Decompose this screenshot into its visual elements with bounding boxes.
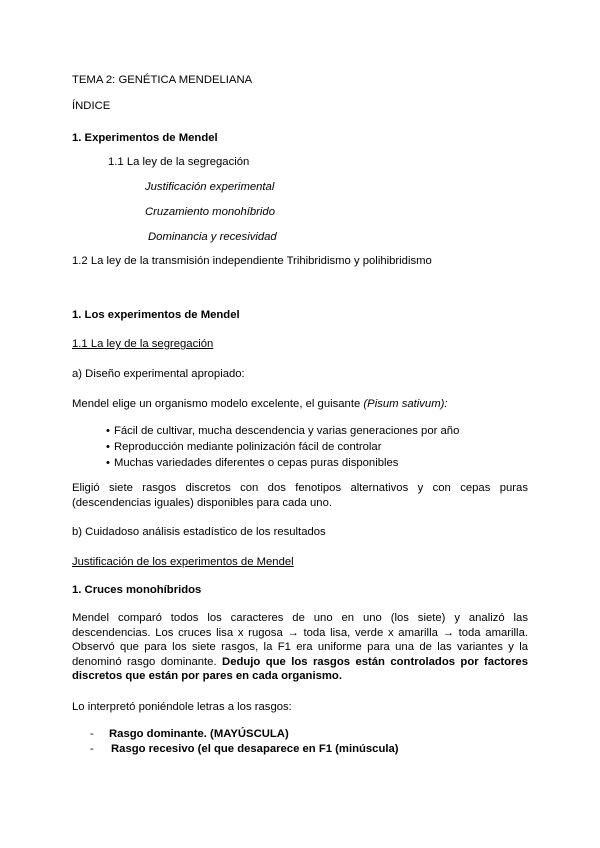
index-subsection-1-1: 1.1 La ley de la segregación bbox=[108, 156, 250, 168]
list-item: • Muchas variedades diferentes o cepas puras disponibles bbox=[106, 455, 459, 471]
index-section-1: 1. Experimentos de Mendel bbox=[72, 132, 218, 144]
organism-latin: (Pisum sativum): bbox=[363, 398, 448, 410]
organism-text: Mendel elige un organismo modelo excelente, el guisante bbox=[72, 398, 364, 410]
index-item-dominance: Dominancia y recesividad bbox=[148, 231, 277, 243]
dominant-item bbox=[90, 727, 490, 741]
subsection-heading: 1.1 La ley de la segregación bbox=[72, 338, 214, 350]
list-item: • Fácil de cultivar, mucha descendencia y varias generaciones por año bbox=[106, 423, 459, 439]
crosses-text: Mendel comparó todos los caracteres de uno en uno (los siete) y analizó las descendencias. Los cruces lisa x rugosa → toda lisa, verde x amarilla → toda amarilla. Observó que para los siete rasgos, la F1 era uniforme para una de las variantes y la denominó rasgo dominante. bbox=[72, 612, 528, 668]
crosses-paragraph bbox=[72, 611, 528, 684]
index-heading: ÍNDICE bbox=[72, 100, 111, 112]
pea-advantages-list bbox=[106, 423, 459, 471]
crosses-conclusion: Dedujo que los rasgos están controlados por factores discretos que están por pares en cada organismo. bbox=[72, 655, 529, 682]
index-subsection-1-2: 1.2 La ley de la transmisión independiente Trihibridismo y polihibridismo bbox=[72, 255, 432, 267]
list-item: • Reproducción mediante polinización fácil de controlar bbox=[106, 439, 459, 455]
index-item-monohybrid: Cruzamiento monohíbrido bbox=[145, 206, 275, 218]
crosses-heading: 1. Cruces monohíbridos bbox=[72, 584, 202, 596]
organism-line bbox=[72, 397, 448, 411]
section-heading: 1. Los experimentos de Mendel bbox=[72, 309, 240, 321]
index-item-justification: Justificación experimental bbox=[145, 181, 275, 193]
dash-mark: - bbox=[90, 743, 94, 755]
point-a: a) Diseño experimental apropiado: bbox=[72, 368, 245, 380]
recessive-item bbox=[90, 742, 490, 756]
letters-intro: Lo interpretó poniéndole letras a los rasgos: bbox=[72, 701, 292, 713]
recessive-text: Rasgo recesivo (el que desaparece en F1 (minúscula) bbox=[111, 743, 399, 755]
dominant-text: Rasgo dominante. (MAYÚSCULA) bbox=[109, 728, 289, 740]
point-b: b) Cuidadoso análisis estadístico de los resultados bbox=[72, 526, 326, 538]
traits-paragraph: Eligió siete rasgos discretos con dos fenotipos alternativos y con cepas puras (descendencias iguales) disponibles para cada uno. bbox=[72, 482, 528, 509]
dash-mark: - bbox=[90, 728, 94, 740]
justification-heading: Justificación de los experimentos de Mendel bbox=[72, 556, 294, 568]
page-title: TEMA 2: GENÉTICA MENDELIANA bbox=[72, 74, 253, 86]
